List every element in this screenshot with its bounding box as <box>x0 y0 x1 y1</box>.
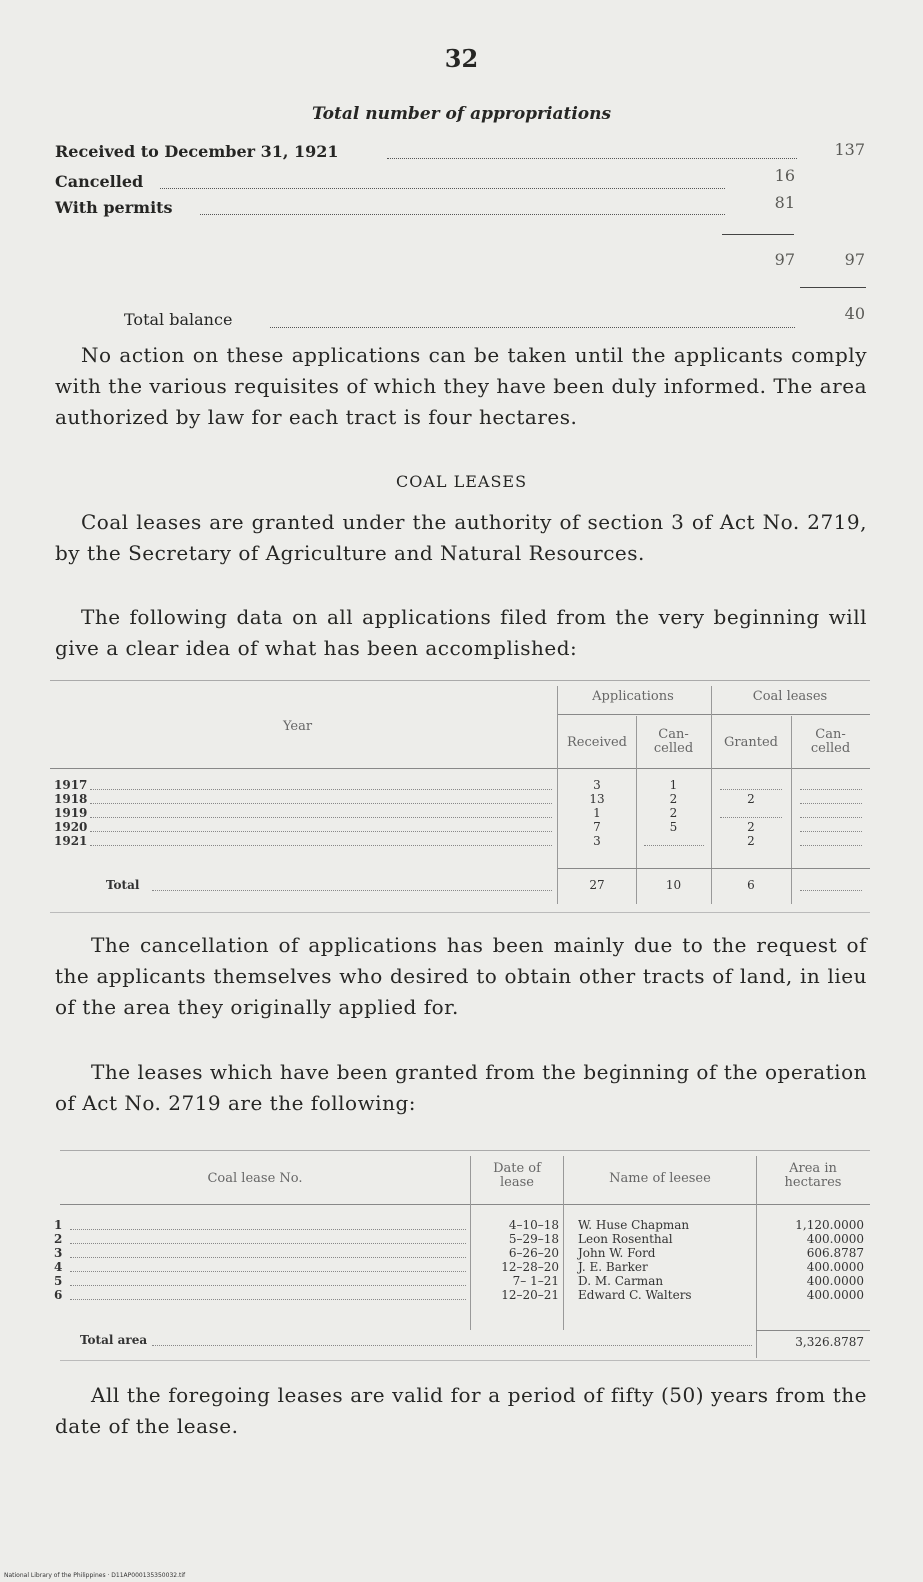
paragraph-cancellation: The cancellation of applications has been mainly due to the request of the applicants themselves who desired to obtain other tracts of land, in lieu of the area they originally applied for. <box>55 933 867 1019</box>
lease-no-leader <box>70 1243 466 1244</box>
lease-cancelled-header-1: Can- <box>815 727 846 742</box>
group-header-rule <box>558 714 870 715</box>
year-cell: 1918 <box>54 792 88 806</box>
leesee-name-cell: J. E. Barker <box>578 1260 648 1274</box>
leesee-name-cell: W. Huse Chapman <box>578 1218 690 1232</box>
permits-label: With permits <box>55 198 173 217</box>
lease-no-header: Coal lease No. <box>207 1171 303 1186</box>
divider-date <box>563 1156 564 1330</box>
area-cell: 400.0000 <box>806 1232 864 1246</box>
applications-header: Applications <box>592 689 674 704</box>
lease-cancelled-blank <box>800 803 862 804</box>
table2-bottom-rule <box>60 1360 870 1361</box>
year-leader <box>90 817 552 818</box>
subtotal-rule <box>722 234 794 235</box>
lease-cancelled-blank <box>800 845 862 846</box>
leesee-name-cell: Edward C. Walters <box>578 1288 692 1302</box>
table1-bottom-rule <box>50 912 870 913</box>
cancelled-row <box>55 172 143 191</box>
lease-no-cell: 6 <box>54 1288 63 1302</box>
area-cell: 400.0000 <box>806 1274 864 1288</box>
balance-rule <box>800 287 866 288</box>
cancelled-cell: 1 <box>669 778 678 792</box>
lease-no-leader <box>70 1257 466 1258</box>
lease-no-cell: 1 <box>54 1218 63 1232</box>
table2-header-rule <box>60 1204 870 1205</box>
lease-no-cell: 3 <box>54 1246 63 1260</box>
date-cell: 6–26–20 <box>508 1246 559 1260</box>
year-cell: 1921 <box>54 834 88 848</box>
date-header-2: lease <box>500 1175 534 1190</box>
lease-cancelled-blank <box>800 831 862 832</box>
subtotal-right: 97 <box>844 250 865 269</box>
permits-value: 81 <box>774 193 795 212</box>
granted-blank <box>720 789 782 790</box>
granted-cell: 2 <box>747 792 755 806</box>
year-cell: 1920 <box>54 820 88 834</box>
received-cell: 7 <box>593 820 601 834</box>
granted-cell: 2 <box>747 820 755 834</box>
table2-total-leader <box>152 1345 752 1346</box>
paragraph-leases-granted: The leases which have been granted from the beginning of the operation of Act No. 2719 are the following: <box>55 1060 867 1115</box>
table2-total-label: Total area <box>80 1333 148 1347</box>
lease-no-leader <box>70 1271 466 1272</box>
area-header-2: hectares <box>784 1175 842 1190</box>
total-granted: 6 <box>747 878 755 892</box>
lease-cancelled-blank <box>800 817 862 818</box>
name-header: Name of leesee <box>609 1171 711 1186</box>
granted-cell: 2 <box>747 834 755 848</box>
lease-cancelled-blank <box>800 789 862 790</box>
paragraph-no-action: No action on these applications can be taken until the applicants comply with the various requisites of which they have been duly informed. The area authorized by law for each tract is four hectares. <box>55 343 867 429</box>
date-cell: 12–20–21 <box>501 1288 559 1302</box>
year-cell: 1917 <box>54 778 88 792</box>
scan-footer: National Library of the Philippines · D11AP000135350032.tif <box>4 1572 186 1579</box>
section-subtitle: Total number of appropriations <box>311 104 612 124</box>
year-leader <box>90 803 552 804</box>
received-label: Received to December 31, 1921 <box>55 142 339 161</box>
date-header-1: Date of <box>493 1161 541 1176</box>
page-number: 32 <box>444 44 479 73</box>
received-cell: 1 <box>593 806 601 820</box>
table1-total-leader <box>152 890 552 891</box>
granted-header: Granted <box>724 735 778 750</box>
header-bottom-rule <box>50 768 870 769</box>
lease-cancelled-header-2: celled <box>810 741 851 756</box>
subtotal-left: 97 <box>774 250 795 269</box>
coal-leases-heading: COAL LEASES <box>395 472 528 491</box>
received-header: Received <box>567 735 627 750</box>
area-cell: 606.8787 <box>806 1246 864 1260</box>
cancelled-cell: 5 <box>669 820 678 834</box>
lease-no-leader <box>70 1299 466 1300</box>
cancelled-header-1: Can- <box>658 727 689 742</box>
permits-row <box>55 198 173 217</box>
paragraph-following-data: The following data on all applications filed from the very beginning will give a clear idea of what has been accomplished: <box>55 605 867 660</box>
leesee-name-cell: Leon Rosenthal <box>578 1232 673 1246</box>
area-cell: 400.0000 <box>806 1288 864 1302</box>
cancelled-label: Cancelled <box>55 172 144 191</box>
table1-total-label: Total <box>106 878 140 892</box>
date-cell: 12–28–20 <box>501 1260 559 1274</box>
leesee-name-cell: D. M. Carman <box>578 1274 664 1288</box>
total-cancelled: 10 <box>665 878 682 892</box>
applications-table <box>40 676 870 916</box>
cancelled-leader <box>160 188 725 189</box>
year-leader <box>90 845 552 846</box>
coal-leases-header: Coal leases <box>752 689 828 704</box>
year-leader <box>90 831 552 832</box>
paragraph-coal-leases: Coal leases are granted under the authority of section 3 of Act No. 2719, by the Secretary of Agriculture and Natural Resources. <box>55 510 867 565</box>
cancelled-header-2: celled <box>653 741 694 756</box>
received-leader <box>387 158 797 159</box>
total-received: 27 <box>589 878 605 892</box>
leesee-name-cell: John W. Ford <box>578 1246 656 1260</box>
area-cell: 1,120.0000 <box>795 1218 864 1232</box>
balance-label: Total balance <box>124 310 233 329</box>
received-row <box>55 142 339 161</box>
date-cell: 7– 1–21 <box>512 1274 559 1288</box>
lease-no-cell: 4 <box>54 1260 63 1274</box>
lease-no-leader <box>70 1229 466 1230</box>
table2-top-rule <box>60 1150 870 1151</box>
cancelled-cell: 2 <box>669 792 678 806</box>
received-value: 137 <box>834 140 865 159</box>
divider-granted <box>791 716 792 904</box>
total-rule <box>558 868 870 869</box>
year-header: Year <box>282 719 313 734</box>
area-header-1: Area in <box>789 1161 837 1176</box>
total-lease-cancelled-blank <box>800 890 862 891</box>
balance-value: 40 <box>844 304 865 323</box>
total-area: 3,326.8787 <box>795 1335 864 1349</box>
permits-leader <box>200 214 725 215</box>
received-cell: 3 <box>593 778 601 792</box>
received-cell: 13 <box>589 792 605 806</box>
cancelled-blank <box>644 845 704 846</box>
year-cell: 1919 <box>54 806 88 820</box>
date-cell: 5–29–18 <box>508 1232 559 1246</box>
received-cell: 3 <box>593 834 601 848</box>
balance-leader <box>270 327 795 328</box>
granted-blank <box>720 817 782 818</box>
lease-no-leader <box>70 1285 466 1286</box>
area-cell: 400.0000 <box>806 1260 864 1274</box>
lease-no-cell: 2 <box>54 1232 63 1246</box>
date-cell: 4–10–18 <box>508 1218 559 1232</box>
table1-top-rule <box>50 680 870 681</box>
leases-table <box>40 1150 870 1370</box>
total-area-rule <box>756 1330 870 1331</box>
year-leader <box>90 789 552 790</box>
balance-row <box>124 310 232 329</box>
paragraph-validity: All the foregoing leases are valid for a period of fifty (50) years from the date of the lease. <box>55 1383 867 1438</box>
cancelled-value: 16 <box>774 166 795 185</box>
lease-no-cell: 5 <box>54 1274 63 1288</box>
cancelled-cell: 2 <box>669 806 678 820</box>
